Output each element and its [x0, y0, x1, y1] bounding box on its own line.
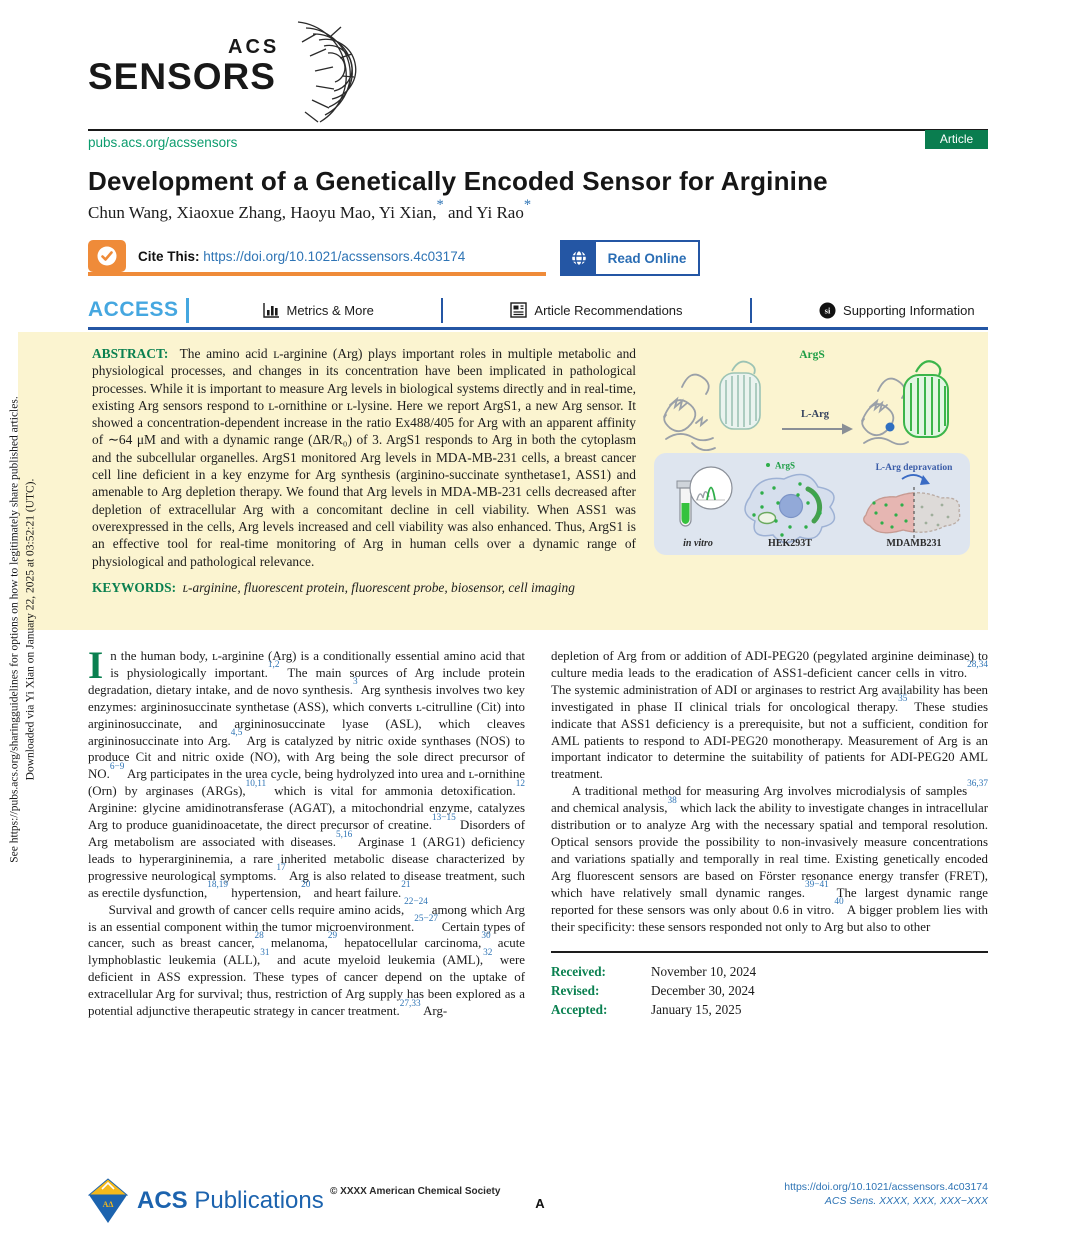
- cite-this-bar: [88, 240, 546, 276]
- check-icon: [88, 240, 126, 272]
- document-icon: [510, 302, 527, 318]
- intro-paragraph-2: Survival and growth of cancer cells require amino acids,$^{22-24}$ among which Arg is an essential component within the tumor microenvironment.$^{25-27}$ Certain types of cancer, such as breast cancer,$^{28}$ melanoma,$^{29}$ hepatocellular carcinoma,$^{30}$ acute lymphoblastic leukemia (ALL),$^{31}$ and acute myeloid leukemia (AML),$^{32}$ were deficient in ASS expression. These types of cancer depend on the uptake of extracellular Arg for survival; thus, restriction of Arg supply has been explored as a potential adjunctive therapeutic strategy in cancer treatment.$^{27,33}$ Arg-: [88, 897, 526, 1019]
- ligand-dot: [886, 423, 895, 432]
- access-separator: [441, 298, 443, 323]
- figure-args-title: ArgS: [799, 349, 825, 361]
- metrics-item[interactable]: [263, 302, 374, 318]
- access-tab[interactable]: [88, 298, 189, 323]
- journal-logo-sensors: SENSORS: [88, 56, 276, 97]
- si-icon: [819, 302, 836, 319]
- reaction-arrow: [782, 409, 853, 435]
- graphical-abstract-figure: [650, 345, 974, 559]
- read-online-button[interactable]: [560, 240, 700, 276]
- received-label: Received:: [551, 964, 606, 980]
- accepted-date: January 15, 2025: [651, 1002, 742, 1018]
- received-row: [551, 962, 988, 981]
- revised-label: Revised:: [551, 983, 600, 999]
- cite-this-label: Cite This:: [138, 248, 200, 264]
- cite-doi-link[interactable]: https://doi.org/10.1021/acssensors.4c03174: [203, 248, 466, 264]
- copyright-text: © XXXX American Chemical Society: [330, 1186, 501, 1197]
- access-label: ACCESS: [88, 298, 179, 321]
- metrics-label: Metrics & More: [286, 302, 374, 318]
- journal-logo-acs: ACS: [228, 36, 280, 58]
- read-online-label: Read Online: [607, 250, 687, 266]
- header-rule: [88, 129, 988, 131]
- figure-larg-label: L-Arg: [801, 409, 829, 420]
- keywords-label: KEYWORDS:: [92, 579, 177, 595]
- revised-date: December 30, 2024: [651, 983, 755, 999]
- left-column: [88, 644, 526, 1020]
- abstract-section: [18, 332, 988, 630]
- access-separator-2: [750, 298, 752, 323]
- intro-paragraph-1: In the human body, ʟ-arginine (Arg) is a conditionally essential amino acid that is physiologically important.$^{1,2}$ The main sources of Arg include protein degradation, dietary intake, and de novo synthesis.$^3$ Arg synthesis involves two key enzymes: argininosuccinate synthetase (ASS), which converts ʟ-citrulline (Cit) into argininosuccinate, and argininosuccinate lyase (ASL), which cleaves argininosuccinate into Arg.$^{4,5}$ Arg is catalyzed by nitric oxide synthases (NOS) to produce Cit and nitric oxide (NO), with Arg being the sole direct precursor of NO.$^{6-9}$ Arg participates in the urea cycle, being hydrolyzed into urea and ʟ-ornithine (Orn) by arginases (ARGs),$^{10,11}$ which is vital for ammonia detoxification.$^{12}$ Arginine: glycine amidinotransferase (AGAT), a mitochondrial enzyme, catalyzes Arg to produce guanidinoacetate, the direct precursor of creatine.$^{13-15}$ Disorders of Arg metabolism are associated with diseases.$^{5,16}$ Arginase 1 (ARG1) deficiency leads to hyperargininemia, a rare inherited metabolic disease characterized by progressive neurological symptoms.$^{17}$ Arg is also related to disease treatment, such as erectile dysfunction,$^{18,19}$ hypertension,$^{20}$ and heart failure.$^{21}$: [88, 644, 525, 900]
- globe-icon: [562, 242, 596, 274]
- page-title: Development of a Genetically Encoded Sensor for Arginine: [88, 166, 828, 196]
- footer-citation-block: [784, 1180, 988, 1208]
- figure-args-legend: ArgS: [775, 460, 795, 471]
- barrel-green: [904, 361, 948, 437]
- revised-row: [551, 981, 988, 1000]
- dates-box: [551, 951, 988, 1019]
- access-bar: [88, 294, 988, 326]
- svg-text:si: si: [824, 305, 831, 316]
- bar-chart-icon: [263, 302, 280, 318]
- protein-bound: [862, 379, 908, 445]
- abstract-label: ABSTRACT:: [92, 346, 169, 361]
- protein-apo: [664, 375, 715, 451]
- access-tick: [186, 298, 189, 323]
- figure-invitro-label: in vitro: [683, 538, 713, 549]
- brand-publications: Publications: [194, 1187, 324, 1214]
- footer-citation: ACS Sens. XXXX, XXX, XXX−XXX: [824, 1195, 988, 1207]
- watermark-line-downloaded: Downloaded via Yi Xian on January 22, 2025 at 03:52:21 (UTC).: [24, 478, 36, 781]
- keywords-text: ʟ-arginine, fluorescent protein, fluorescent probe, biosensor, cell imaging: [182, 579, 575, 595]
- download-watermark: [8, 330, 39, 930]
- journal-url-link[interactable]: pubs.acs.org/acssensors: [88, 135, 238, 150]
- logo-swirl-icon: [268, 16, 364, 133]
- authors-line: Chun Wang, Xiaoxue Zhang, Haoyu Mao, Yi Xian,* and Yi Rao*: [88, 197, 532, 222]
- svg-text:AΔ: AΔ: [102, 1200, 114, 1209]
- page-number: A: [535, 1196, 545, 1211]
- recommendations-label: Article Recommendations: [534, 302, 683, 318]
- brand-acs: ACS: [137, 1187, 188, 1214]
- access-underline: [88, 327, 988, 330]
- right-column: [551, 648, 988, 1019]
- figure-mdamb-label: MDAMB231: [886, 538, 942, 549]
- figure-hek-label: HEK293T: [768, 538, 812, 549]
- article-type-badge: Article: [925, 130, 988, 149]
- recommendations-item[interactable]: [510, 302, 682, 318]
- accepted-label: Accepted:: [551, 1002, 608, 1018]
- intro-paragraph-3: depletion of Arg from or addition of ADI-PEG20 (pegylated arginine deiminase) to culture media leads to the eradication of ASS1-deficient cancer cells in vitro.$^{28,34}$ The systemic administration of ADI or arginases to restrict Arg availability has been investigated in phase II clinical trials for oncological therapy.$^{35}$ These studies indicate that ASS1 deficiency is a prerequisite, but not a sufficient, condition for AML patients to respond to ADI-PEG20 monotherapy. Measurement of Arg is an important indicator to determine the suitability of patients for ADI-PEG20 AML treatment.: [551, 649, 988, 782]
- dropcap: I: [88, 644, 104, 687]
- supporting-info-label: Supporting Information: [843, 302, 975, 318]
- accepted-row: [551, 1000, 988, 1019]
- figure-depravation-label: L-Arg depravation: [875, 463, 953, 473]
- footer-doi-link[interactable]: https://doi.org/10.1021/acssensors.4c03174: [784, 1181, 988, 1193]
- abstract-text: The amino acid ʟ-arginine (Arg) plays important roles in multiple metabolic and physiological processes, and changes in its concentration have been implicated in pathological processes. While it is important to measure Arg levels in biological systems directly and in real-time, existing Arg sensors respond to ʟ-ornithine or ʟ-lysine. Here we report ArgS1, a new Arg sensor. It showed a concentration-dependent increase in the ratio Ex488/405 for Arg with an apparent affinity of ∼64 μM and with a dynamic range (ΔR/R₀) of 3. ArgS1 responds to Arg in both the cytoplasm and the subcellular organelles. ArgS1 monitored Arg levels in MDA-MB-231 cells, a breast cancer cell line deficient in a key enzyme for Arg synthesis (arginino-succinate synthetase1, ASS1) and amenable to Arg depletion therapy. We found that Arg levels in MDA-MB-231 cells decreased after depletion of extracellular Arg with a concomitant decline in cell viability. When ASS1 was overexpressed in the cells, Arg levels increased and cell viability was also enhanced. Thus, ArgS1 is an effective tool for real-time monitoring of Arg in human cells over a dynamic range of physiological and pathological relevance.: [92, 346, 636, 569]
- watermark-line-sharing: See https://pubs.acs.org/sharingguidelines for options on how to legitimately share published articles.: [8, 396, 21, 863]
- intro-paragraph-4: A traditional method for measuring Arg involves microdialysis of samples$^{36,37}$ and chemical analysis,$^{38}$ which lack the ability to investigate changes in intracellular distribution or to analyze Arg with the necessary spatial and temporal resolution. Optical sensors provide the possibility to non-invasively measure concentrations and variations spatially and temporally in real time. Existing genetically encoded Arg fluorescent sensors are based on Förster resonance energy transfer (FRET), which have relatively small dynamic ranges.$^{39-41}$ The largest dynamic range reported for these sensors was only about 0.6 in vitro.$^{40}$ A bigger problem lies with their specificity: these sensors responded not only to Arg but also to other: [551, 778, 988, 934]
- barrel-teal: [720, 362, 760, 429]
- keywords-line: [92, 580, 974, 596]
- supporting-info-item[interactable]: [819, 302, 975, 319]
- received-date: November 10, 2024: [651, 964, 757, 980]
